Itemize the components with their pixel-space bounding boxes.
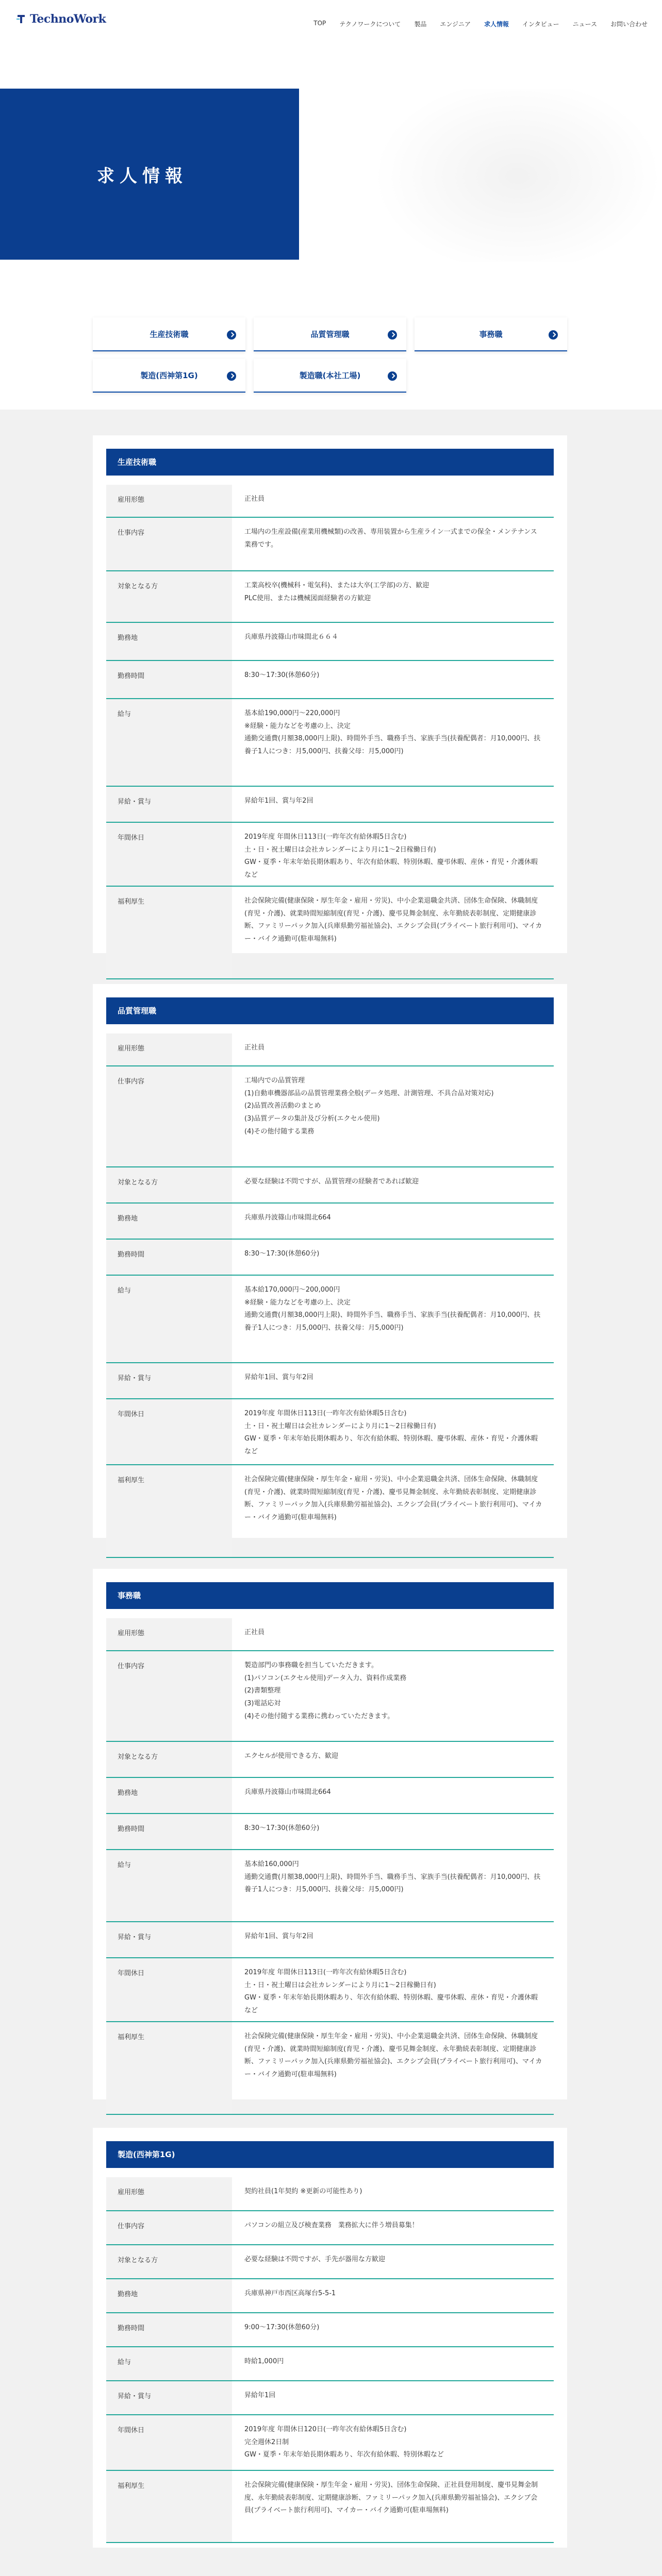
row-value: 社会保険完備(健康保険・厚生年金・雇用・労災)、団体生命保険、正社員登用制度、慶弔見舞金制度、永年勤続表彰制度、定期健康診断、ファミリーパック加入(兵庫県勤労福祉協会)、エクシブ会員(プライベート旅行利用可)、マイカー・バイク通勤可(駐車場無料) bbox=[244, 2481, 538, 2515]
job-listings-area bbox=[0, 410, 662, 2576]
row-label: 対象となる方 bbox=[106, 1167, 232, 1202]
row-value: 必要な経験は不問ですが、手先が器用な方歓迎 bbox=[244, 2256, 386, 2263]
row-label: 仕事内容 bbox=[106, 2211, 232, 2244]
logo-text: TechnoWork bbox=[30, 12, 106, 26]
category-label: 製造職(本社工場) bbox=[299, 370, 361, 380]
table-row bbox=[106, 1742, 554, 1778]
table-row bbox=[106, 2347, 554, 2381]
row-label: 仕事内容 bbox=[106, 1066, 232, 1166]
nav-engineer[interactable]: エンジニア bbox=[440, 21, 471, 28]
table-row bbox=[106, 2279, 554, 2313]
section-heading: 製造(西神第1G) bbox=[106, 2141, 554, 2168]
row-label: 昇給・賞与 bbox=[106, 787, 232, 822]
table-row bbox=[106, 887, 554, 979]
row-label: 年間休日 bbox=[106, 1958, 232, 2021]
row-value: 社会保険完備(健康保険・厚生年金・雇用・労災)、中小企業退職金共済、団体生命保険、休職制度(育児・介護)、就業時間短縮制度(育児・介護)、慶弔見舞金制度、永年勤続表彰制度、定期健康診断、ファミリーパック加入(兵庫県勤労福祉協会)、エクシブ会員(プライベート旅行利用可)、マイカー・バイク通勤可(駐車場無料) bbox=[244, 1476, 542, 1522]
row-label: 雇用形態 bbox=[106, 1033, 232, 1065]
row-label: 勤務時間 bbox=[106, 661, 232, 698]
table-row bbox=[106, 2381, 554, 2415]
row-value: 8:30〜17:30(休憩60分) bbox=[244, 671, 320, 679]
category-label: 事務職 bbox=[479, 329, 503, 339]
row-value: パソコンの組立及び検査業務 業務拡大に伴う増員募集！ bbox=[244, 2222, 419, 2229]
row-label: 福利厚生 bbox=[106, 1465, 232, 1557]
row-label: 勤務時間 bbox=[106, 1814, 232, 1849]
job-card-production-engineering bbox=[93, 435, 567, 953]
nav-news[interactable]: ニュース bbox=[572, 21, 597, 28]
table-row bbox=[106, 1922, 554, 1958]
row-label: 年間休日 bbox=[106, 823, 232, 886]
table-row bbox=[106, 1033, 554, 1066]
row-value: 必要な経験は不問ですが、品質管理の経験者であれば歓迎 bbox=[244, 1178, 419, 1185]
section-heading: 生産技術職 bbox=[106, 449, 554, 476]
table-row bbox=[106, 571, 554, 623]
row-value: 2019年度 年間休日113日(一昨年次有給休暇5日含む) 土・日・祝土曜日は会社カレンダーにより月に1〜2日稼働日有) GW・夏季・年末年始長期休暇あり、年次有給休暇、特別休暇、慶弔休暇、産休・育児・介護休暇など bbox=[244, 1969, 538, 2015]
table-row bbox=[106, 2211, 554, 2245]
row-value: 昇給年1回、賞与年2回 bbox=[244, 1374, 313, 1381]
row-value: 2019年度 年間休日113日(一昨年次有給休暇5日含む) 土・日・祝土曜日は会社カレンダーにより月に1〜2日稼働日有) GW・夏季・年末年始長期休暇あり、年次有給休暇、特別休暇、慶弔休暇、産休・育児・介護休暇など bbox=[244, 833, 538, 879]
row-label: 昇給・賞与 bbox=[106, 1363, 232, 1398]
section-heading: 事務職 bbox=[106, 1582, 554, 1609]
category-button-manufacturing-seishin[interactable] bbox=[93, 359, 245, 393]
table-row bbox=[106, 1167, 554, 1204]
nav-products[interactable]: 製品 bbox=[414, 21, 427, 28]
row-label: 勤務地 bbox=[106, 2279, 232, 2312]
nav-contact[interactable]: お問い合わせ bbox=[610, 21, 648, 28]
row-value: 兵庫県丹波篠山市味間北664 bbox=[244, 1788, 331, 1796]
row-value: 9:00〜17:30(休憩60分) bbox=[244, 2324, 320, 2331]
logo-mark-icon bbox=[15, 13, 27, 25]
row-value: 8:30〜17:30(休憩60分) bbox=[244, 1250, 320, 1258]
table-row bbox=[106, 1850, 554, 1922]
nav-top[interactable]: TOP bbox=[313, 20, 326, 27]
row-value: 昇給年1回、賞与年2回 bbox=[244, 1933, 313, 1940]
table-row bbox=[106, 1066, 554, 1167]
job-card-manufacturing-seishin bbox=[93, 2128, 567, 2548]
arrow-right-icon bbox=[227, 371, 236, 381]
table-row bbox=[106, 1958, 554, 2022]
row-label: 昇給・賞与 bbox=[106, 2381, 232, 2414]
arrow-right-icon bbox=[388, 330, 397, 340]
row-value: 昇給年1回、賞与年2回 bbox=[244, 797, 313, 805]
table-row bbox=[106, 2313, 554, 2347]
row-label: 福利厚生 bbox=[106, 887, 232, 978]
category-button-production-engineering[interactable] bbox=[93, 317, 245, 351]
site-logo[interactable] bbox=[15, 12, 106, 26]
arrow-right-icon bbox=[388, 371, 397, 381]
arrow-right-icon bbox=[227, 330, 236, 340]
site-header bbox=[0, 0, 662, 49]
row-label: 仕事内容 bbox=[106, 518, 232, 570]
nav-interview[interactable]: インタビュー bbox=[522, 21, 559, 28]
row-label: 年間休日 bbox=[106, 2415, 232, 2470]
table-row bbox=[106, 2022, 554, 2115]
table-row bbox=[106, 699, 554, 787]
row-value: 契約社員(1年契約 ※更新の可能性あり) bbox=[244, 2188, 362, 2195]
nav-about[interactable]: テクノワークについて bbox=[339, 21, 401, 28]
page-title: 求人情報 bbox=[97, 166, 188, 187]
nav-recruit[interactable]: 求人情報 bbox=[484, 21, 509, 28]
table-row bbox=[106, 2177, 554, 2211]
table-row bbox=[106, 1363, 554, 1399]
row-value: エクセルが使用できる方、歓迎 bbox=[244, 1752, 339, 1760]
table-row bbox=[106, 485, 554, 518]
row-label: 福利厚生 bbox=[106, 2022, 232, 2114]
row-label: 雇用形態 bbox=[106, 2177, 232, 2210]
row-label: 雇用形態 bbox=[106, 1618, 232, 1650]
row-value: 工場内での品質管理 (1)自動車機器部品の品質管理業務全般(データ処理、計測管理、不具合品対策対応) (2)品質改善活動のまとめ (3)品質データの集計及び分析(エクセル使用) (4)その他付随する業務 bbox=[244, 1077, 494, 1136]
table-row bbox=[106, 1204, 554, 1240]
table-row bbox=[106, 1814, 554, 1850]
row-value: 正社員 bbox=[244, 1629, 265, 1636]
row-label: 対象となる方 bbox=[106, 2245, 232, 2278]
row-label: 仕事内容 bbox=[106, 1651, 232, 1741]
row-label: 勤務地 bbox=[106, 1778, 232, 1813]
row-value: 2019年度 年間休日120日(一昨年次有給休暇5日含む) 完全週休2日制 GW・夏季・年末年始長期休暇あり、年次有給休暇、特別休暇など bbox=[244, 2426, 444, 2459]
category-button-manufacturing-headoffice[interactable] bbox=[254, 359, 406, 393]
row-value: 工場内の生産設備(産業用機械類)の改善、専用装置から生産ライン一式までの保全・メンテナンス業務です。 bbox=[244, 528, 537, 549]
table-row bbox=[106, 1399, 554, 1465]
row-value: 工業高校卒(機械科・電気科)、または大卒(工学部)の方、歓迎 PLC使用、または機械図面経験者の方歓迎 bbox=[244, 582, 429, 602]
row-value: 時給1,000円 bbox=[244, 2358, 284, 2365]
row-label: 勤務時間 bbox=[106, 1240, 232, 1275]
row-label: 福利厚生 bbox=[106, 2471, 232, 2542]
table-row bbox=[106, 823, 554, 887]
category-label: 製造(西神第1G) bbox=[140, 370, 198, 380]
global-nav bbox=[313, 20, 648, 28]
table-row bbox=[106, 1651, 554, 1742]
row-label: 勤務地 bbox=[106, 1204, 232, 1239]
row-value: 正社員 bbox=[244, 1044, 265, 1052]
row-value: 昇給年1回 bbox=[244, 2392, 276, 2399]
row-value: 兵庫県丹波篠山市味間北６６４ bbox=[244, 633, 339, 641]
row-label: 雇用形態 bbox=[106, 485, 232, 517]
row-label: 勤務時間 bbox=[106, 2313, 232, 2346]
table-row bbox=[106, 1240, 554, 1276]
table-row bbox=[106, 1778, 554, 1814]
arrow-right-icon bbox=[549, 330, 558, 340]
table-row bbox=[106, 2245, 554, 2279]
row-value: 社会保険完備(健康保険・厚生年金・雇用・労災)、中小企業退職金共済、団体生命保険、休職制度(育児・介護)、就業時間短縮制度(育児・介護)、慶弔見舞金制度、永年勤続表彰制度、定期健康診断、ファミリーパック加入(兵庫県勤労福祉協会)、エクシブ会員(プライベート旅行利用可)、マイカー・バイク通勤可(駐車場無料) bbox=[244, 2032, 542, 2079]
table-row bbox=[106, 623, 554, 661]
row-value: 正社員 bbox=[244, 495, 265, 503]
category-label: 品質管理職 bbox=[310, 329, 350, 339]
row-label: 給与 bbox=[106, 1850, 232, 1921]
job-card-office bbox=[93, 1569, 567, 2099]
row-label: 昇給・賞与 bbox=[106, 1922, 232, 1957]
category-button-quality-control[interactable] bbox=[254, 317, 406, 351]
row-value: 8:30〜17:30(休憩60分) bbox=[244, 1824, 320, 1832]
row-value: 兵庫県神戸市西区高塚台5-5-1 bbox=[244, 2290, 336, 2297]
job-card-quality-control bbox=[93, 984, 567, 1538]
row-label: 勤務地 bbox=[106, 623, 232, 660]
row-value: 基本給190,000円〜220,000円 ※経験・能力などを考慮の上、決定 通勤交通費(月額38,000円上限)、時間外手当、職務手当、家族手当(扶養配偶者：月10,000円、扶養子1人につき：月5,000円、扶養父母：月5,000円) bbox=[244, 709, 541, 756]
section-heading: 品質管理職 bbox=[106, 997, 554, 1024]
row-value: 2019年度 年間休日113日(一昨年次有給休暇5日含む) 土・日・祝土曜日は会社カレンダーにより月に1〜2日稼働日有) GW・夏季・年末年始長期休暇あり、年次有給休暇、特別休暇、慶弔休暇、産休・育児・介護休暇など bbox=[244, 1410, 538, 1456]
row-label: 対象となる方 bbox=[106, 571, 232, 622]
table-row bbox=[106, 2415, 554, 2471]
table-row bbox=[106, 1618, 554, 1651]
table-row bbox=[106, 1465, 554, 1558]
table-row bbox=[106, 661, 554, 699]
row-value: 基本給160,000円 通勤交通費(月額38,000円上限)、時間外手当、職務手当、家族手当(扶養配偶者：月10,000円、扶養子1人につき：月5,000円、扶養父母：月5,000円) bbox=[244, 1860, 541, 1894]
table-row bbox=[106, 2471, 554, 2543]
category-label: 生産技術職 bbox=[150, 329, 189, 339]
category-button-office[interactable] bbox=[415, 317, 567, 351]
table-row bbox=[106, 1276, 554, 1363]
row-label: 給与 bbox=[106, 2347, 232, 2380]
row-value: 社会保険完備(健康保険・厚生年金・雇用・労災)、中小企業退職金共済、団体生命保険、休職制度(育児・介護)、就業時間短縮制度(育児・介護)、慶弔見舞金制度、永年勤続表彰制度、定期健康診断、ファミリーパック加入(兵庫県勤労福祉協会)、エクシブ会員(プライベート旅行利用可)、マイカー・バイク通勤可(駐車場無料) bbox=[244, 897, 542, 943]
row-label: 年間休日 bbox=[106, 1399, 232, 1464]
row-value: 兵庫県丹波篠山市味間北664 bbox=[244, 1214, 331, 1222]
table-row bbox=[106, 518, 554, 571]
row-label: 給与 bbox=[106, 699, 232, 786]
row-label: 対象となる方 bbox=[106, 1742, 232, 1777]
row-label: 給与 bbox=[106, 1276, 232, 1362]
row-value: 製造部門の事務職を担当していただきます。 (1)パソコン(エクセル使用)データ入力、資料作成業務 (2)書類整理 (3)電話応対 (4)その他付随する業務に携わっていただきます。 bbox=[244, 1662, 407, 1720]
row-value: 基本給170,000円〜200,000円 ※経験・能力などを考慮の上、決定 通勤交通費(月額38,000円上限)、時間外手当、職務手当、家族手当(扶養配偶者：月10,000円、扶養子1人につき：月5,000円、扶養父母：月5,000円) bbox=[244, 1286, 541, 1332]
table-row bbox=[106, 787, 554, 823]
